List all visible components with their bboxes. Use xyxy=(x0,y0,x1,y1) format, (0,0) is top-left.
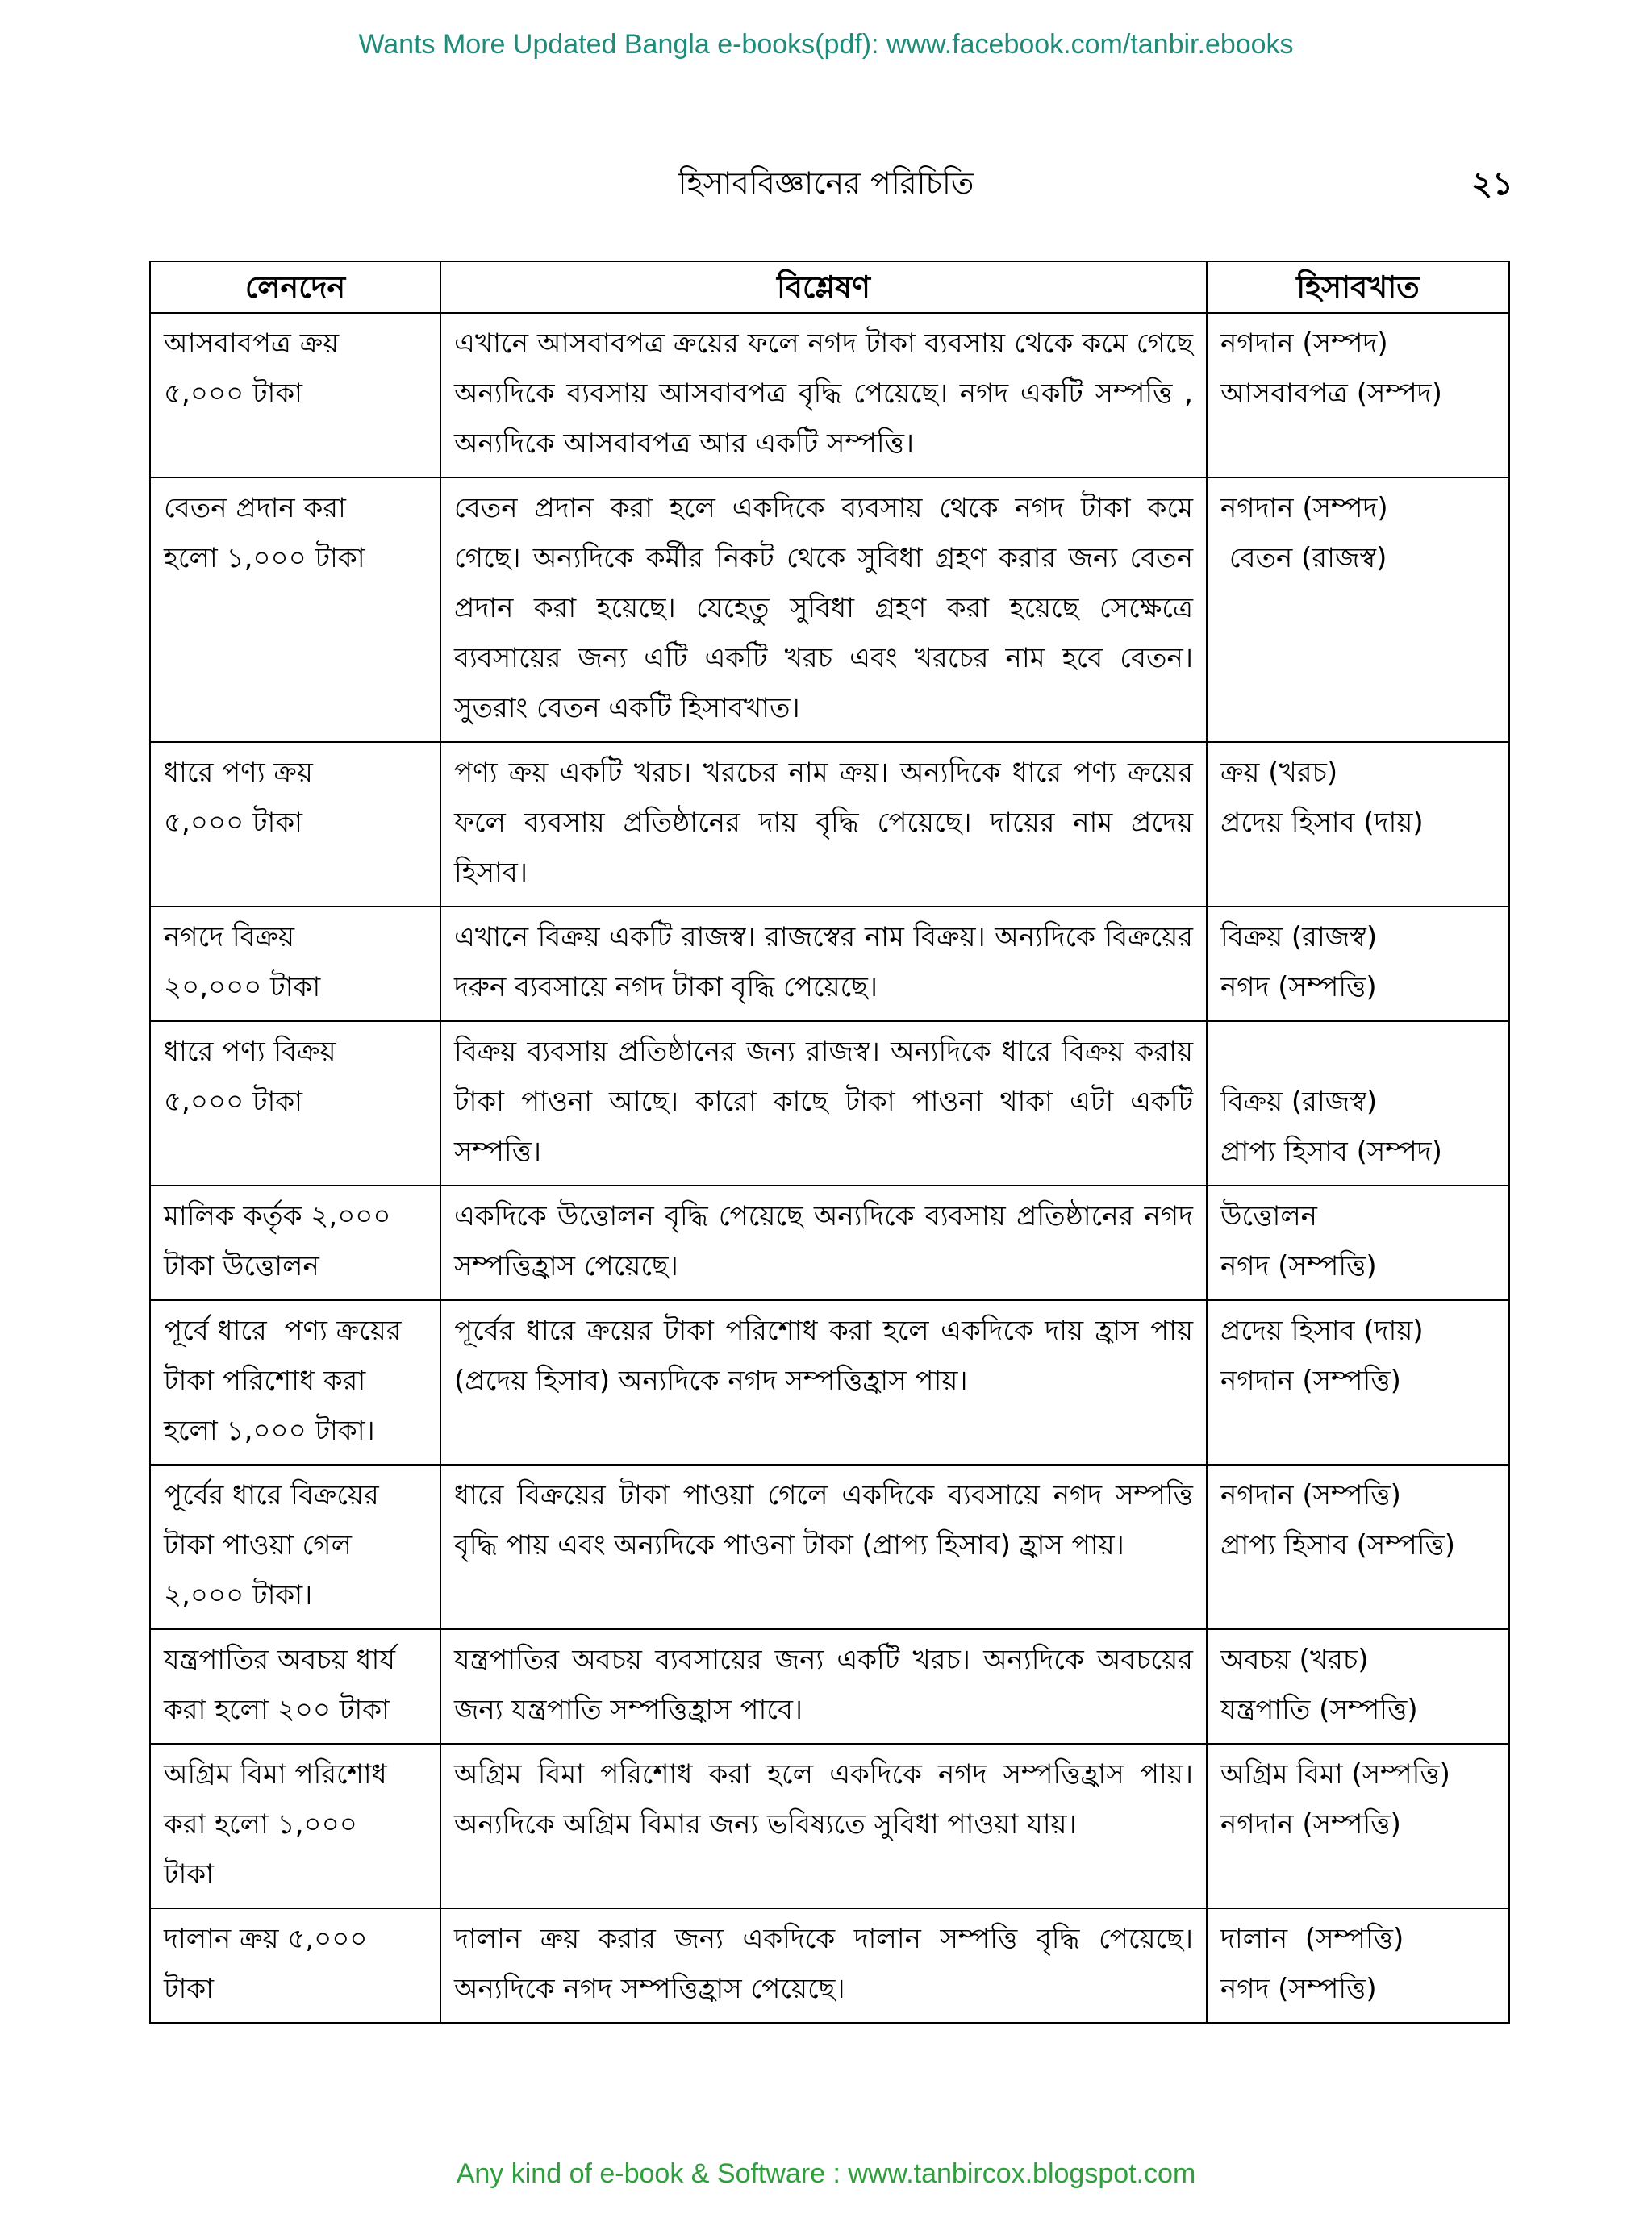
analysis-cell: ধারে বিক্রয়ের টাকা পাওয়া গেলে একদিকে ব্যবসায়ে নগদ সম্পত্তি বৃদ্ধি পায় এবং অন্যদিকে পাওনা টাকা (প্রাপ্য হিসাব) হ্রাস পায়। xyxy=(440,1465,1207,1629)
transaction-line: আসবাবপত্র ক্রয় xyxy=(164,327,340,360)
table-row xyxy=(150,742,1509,907)
header-accounts: হিসাবখাত xyxy=(1207,261,1509,313)
table-row xyxy=(150,1629,1509,1744)
account-line: বিক্রয় (রাজস্ব) xyxy=(1220,921,1378,953)
table-row xyxy=(150,1744,1509,1908)
transaction-line: টাকা xyxy=(164,1858,215,1891)
transaction-line: ধারে পণ্য ক্রয় xyxy=(164,757,313,789)
transaction-line: ২,০০০ টাকা। xyxy=(164,1579,313,1612)
account-line: নগদান (সম্পত্তি) xyxy=(1220,1365,1401,1397)
transaction-line: হলো ১,০০০ টাকা। xyxy=(164,1415,375,1447)
table-row xyxy=(150,907,1509,1021)
analysis-cell: এখানে আসবাবপত্র ক্রয়ের ফলে নগদ টাকা ব্যবসায় থেকে কমে গেছে অন্যদিকে ব্যবসায় আসবাবপত্র বৃদ্ধি পেয়েছে। নগদ একটি সম্পত্তি , অন্যদিকে আসবাবপত্র আর একটি সম্পত্তি। xyxy=(440,313,1207,477)
accounts-cell xyxy=(1207,1021,1509,1186)
account-line: প্রদেয় হিসাব (দায়) xyxy=(1220,807,1424,839)
transaction-cell xyxy=(150,1300,440,1465)
account-line: উত্তোলন xyxy=(1220,1200,1317,1232)
transaction-line: মালিক কর্তৃক ২,০০০ xyxy=(164,1200,391,1232)
transaction-line: টাকা উত্তোলন xyxy=(164,1250,319,1282)
analysis-cell: এখানে বিক্রয় একটি রাজস্ব। রাজস্বের নাম বিক্রয়। অন্যদিকে বিক্রয়ের দরুন ব্যবসায়ে নগদ টাকা বৃদ্ধি পেয়েছে। xyxy=(440,907,1207,1021)
account-line: বিক্রয় (রাজস্ব) xyxy=(1220,1086,1378,1118)
table-body xyxy=(150,313,1509,2023)
analysis-cell: দালান ক্রয় করার জন্য একদিকে দালান সম্পত্তি বৃদ্ধি পেয়েছে। অন্যদিকে নগদ সম্পত্তিহ্রাস পেয়েছে। xyxy=(440,1908,1207,2023)
accounts-cell xyxy=(1207,313,1509,477)
transaction-line: টাকা xyxy=(164,1973,215,2005)
analysis-cell: বেতন প্রদান করা হলে একদিকে ব্যবসায় থেকে নগদ টাকা কমে গেছে। অন্যদিকে কর্মীর নিকট থেকে সুবিধা গ্রহণ করার জন্য বেতন প্রদান করা হয়েছে। যেহেতু সুবিধা গ্রহণ করা হয়েছে সেক্ষেত্রে ব্যবসায়ের জন্য এটি একটি খরচ এবং খরচের নাম হবে বেতন। সুতরাং বেতন একটি হিসাবখাত। xyxy=(440,477,1207,742)
account-line: নগদান (সম্পত্তি) xyxy=(1220,1479,1401,1511)
table-row xyxy=(150,1186,1509,1300)
transaction-cell xyxy=(150,1908,440,2023)
transaction-line: পূর্বে ধারে পণ্য ক্রয়ের xyxy=(164,1315,402,1347)
account-line: যন্ত্রপাতি (সম্পত্তি) xyxy=(1220,1694,1418,1726)
transaction-line: ধারে পণ্য বিক্রয় xyxy=(164,1036,336,1068)
transaction-cell xyxy=(150,477,440,742)
account-line: বেতন (রাজস্ব) xyxy=(1220,542,1387,574)
bottom-banner-link[interactable]: Any kind of e-book & Software : www.tanbircox.blogspot.com xyxy=(456,2158,1196,2189)
table-row xyxy=(150,313,1509,477)
accounts-cell xyxy=(1207,907,1509,1021)
account-line: প্রাপ্য হিসাব (সম্পত্তি) xyxy=(1220,1529,1456,1561)
account-line: দালান (সম্পত্তি) xyxy=(1220,1923,1404,1955)
accounts-cell xyxy=(1207,1186,1509,1300)
account-line: নগদ (সম্পত্তি) xyxy=(1220,971,1377,1003)
transaction-analysis-table xyxy=(149,261,1510,2024)
account-line: নগদ (সম্পত্তি) xyxy=(1220,1973,1377,2005)
account-line: নগদান (সম্পদ) xyxy=(1220,492,1388,524)
transaction-line: ৫,০০০ টাকা xyxy=(164,807,303,839)
accounts-cell xyxy=(1207,1629,1509,1744)
account-line: নগদান (সম্পত্তি) xyxy=(1220,1808,1401,1841)
transaction-line: বেতন প্রদান করা xyxy=(164,492,346,524)
analysis-cell: যন্ত্রপাতির অবচয় ব্যবসায়ের জন্য একটি খরচ। অন্যদিকে অবচয়ের জন্য যন্ত্রপাতি সম্পত্তিহ্রাস পাবে। xyxy=(440,1629,1207,1744)
transaction-analysis-table-container xyxy=(149,261,1508,2024)
account-line: নগদান (সম্পদ) xyxy=(1220,327,1388,360)
transaction-cell xyxy=(150,742,440,907)
account-line: অগ্রিম বিমা (সম্পত্তি) xyxy=(1220,1758,1450,1791)
transaction-line: টাকা পরিশোধ করা xyxy=(164,1365,366,1397)
transaction-cell xyxy=(150,1186,440,1300)
account-line: প্রদেয় হিসাব (দায়) xyxy=(1220,1315,1424,1347)
account-line: নগদ (সম্পত্তি) xyxy=(1220,1250,1377,1282)
table-row xyxy=(150,1021,1509,1186)
account-line: ক্রয় (খরচ) xyxy=(1220,757,1338,789)
transaction-line: অগ্রিম বিমা পরিশোধ xyxy=(164,1758,387,1791)
transaction-cell xyxy=(150,1021,440,1186)
accounts-cell xyxy=(1207,1300,1509,1465)
top-banner-link[interactable]: Wants More Updated Bangla e-books(pdf): www.facebook.com/tanbir.ebooks xyxy=(358,29,1294,60)
accounts-cell xyxy=(1207,1465,1509,1629)
transaction-line: ২০,০০০ টাকা xyxy=(164,971,321,1003)
account-line: প্রাপ্য হিসাব (সম্পদ) xyxy=(1220,1136,1442,1168)
transaction-line: ৫,০০০ টাকা xyxy=(164,377,303,410)
transaction-line: করা হলো ১,০০০ xyxy=(164,1808,357,1841)
accounts-cell xyxy=(1207,742,1509,907)
analysis-cell: একদিকে উত্তোলন বৃদ্ধি পেয়েছে অন্যদিকে ব্যবসায় প্রতিষ্ঠানের নগদ সম্পত্তিহ্রাস পেয়েছে। xyxy=(440,1186,1207,1300)
transaction-cell xyxy=(150,1744,440,1908)
page-title: হিসাববিজ্ঞানের পরিচিতি xyxy=(678,165,974,201)
table-header-row xyxy=(150,261,1509,313)
analysis-cell: পূর্বের ধারে ক্রয়ের টাকা পরিশোধ করা হলে একদিকে দায় হ্রাস পায় (প্রদেয় হিসাব) অন্যদিকে নগদ সম্পত্তিহ্রাস পায়। xyxy=(440,1300,1207,1465)
table-row xyxy=(150,1300,1509,1465)
analysis-cell: পণ্য ক্রয় একটি খরচ। খরচের নাম ক্রয়। অন্যদিকে ধারে পণ্য ক্রয়ের ফলে ব্যবসায় প্রতিষ্ঠানের দায় বৃদ্ধি পেয়েছে। দায়ের নাম প্রদেয় হিসাব। xyxy=(440,742,1207,907)
transaction-cell xyxy=(150,907,440,1021)
analysis-cell: অগ্রিম বিমা পরিশোধ করা হলে একদিকে নগদ সম্পত্তিহ্রাস পায়। অন্যদিকে অগ্রিম বিমার জন্য ভবিষ্যতে সুবিধা পাওয়া যায়। xyxy=(440,1744,1207,1908)
table-row xyxy=(150,1465,1509,1629)
table-row xyxy=(150,477,1509,742)
transaction-line: পূর্বের ধারে বিক্রয়ের xyxy=(164,1479,379,1511)
transaction-line: টাকা পাওয়া গেল xyxy=(164,1529,352,1561)
account-line: আসবাবপত্র (সম্পদ) xyxy=(1220,377,1442,410)
analysis-cell: বিক্রয় ব্যবসায় প্রতিষ্ঠানের জন্য রাজস্ব। অন্যদিকে ধারে বিক্রয় করায় টাকা পাওনা আছে। কারো কাছে টাকা পাওনা থাকা এটা একটি সম্পত্তি। xyxy=(440,1021,1207,1186)
transaction-line: দালান ক্রয় ৫,০০০ xyxy=(164,1923,368,1955)
account-spacer xyxy=(1220,1027,1496,1077)
transaction-line: নগদে বিক্রয় xyxy=(164,921,295,953)
transaction-line: হলো ১,০০০ টাকা xyxy=(164,542,365,574)
transaction-line: করা হলো ২০০ টাকা xyxy=(164,1694,390,1726)
transaction-line: যন্ত্রপাতির অবচয় ধার্য xyxy=(164,1644,395,1676)
accounts-cell xyxy=(1207,477,1509,742)
table-row xyxy=(150,1908,1509,2023)
account-line: অবচয় (খরচ) xyxy=(1220,1644,1369,1676)
accounts-cell xyxy=(1207,1908,1509,2023)
header-transaction: লেনদেন xyxy=(150,261,440,313)
page-number: ২১ xyxy=(1471,165,1513,202)
transaction-cell xyxy=(150,313,440,477)
header-analysis: বিশ্লেষণ xyxy=(440,261,1207,313)
transaction-cell xyxy=(150,1465,440,1629)
accounts-cell xyxy=(1207,1744,1509,1908)
transaction-cell xyxy=(150,1629,440,1744)
transaction-line: ৫,০০০ টাকা xyxy=(164,1086,303,1118)
